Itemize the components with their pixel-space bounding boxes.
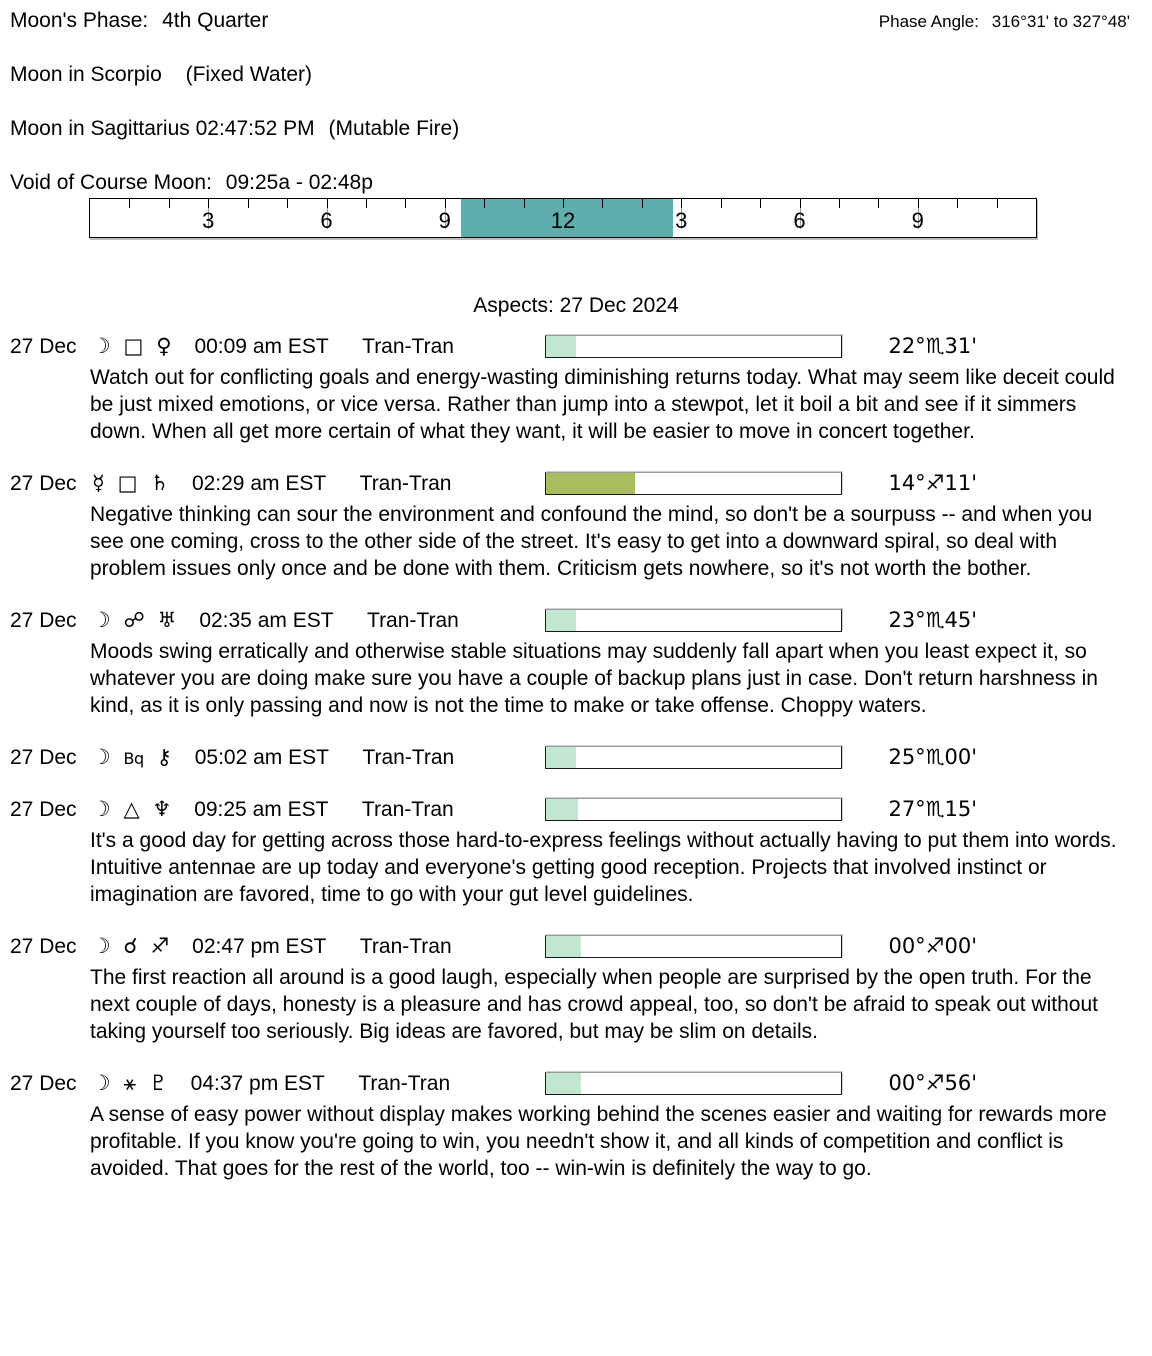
aspect-kind: Tran-Tran <box>367 609 459 632</box>
phase-angle-label: Phase Angle: <box>878 12 979 31</box>
aspect-degree: 00°♐00' <box>888 934 977 958</box>
orb-bar <box>545 335 842 358</box>
aspect-kind: Tran-Tran <box>359 472 452 495</box>
aspect-list <box>0 334 1152 1182</box>
chiron-icon: ⚷ <box>156 745 172 769</box>
aspect-date: 27 Dec <box>10 798 77 821</box>
aspect-row-left <box>10 1071 450 1096</box>
aspect-row <box>0 1071 1152 1097</box>
aspect-description: It's a good day for getting across those hard-to-express feelings without actually having to put them into words. Intuitive antennae are up today and everyone's getting good reception. Projects that involved instinct or imagination are favored, time to go with your gut level guidelines. <box>90 829 1117 906</box>
aspect-row-left <box>10 471 451 496</box>
aspect-row-left <box>10 334 454 359</box>
ruler-tick-label: 9 <box>438 208 451 233</box>
ruler-tick <box>129 199 130 208</box>
orb-bar-fill <box>546 799 578 820</box>
uranus-icon: ♅ <box>157 608 177 632</box>
phase-angle <box>879 12 1130 32</box>
orb-bar-fill <box>546 1073 581 1094</box>
aspect-date: 27 Dec <box>10 1072 77 1095</box>
aspect-kind: Tran-Tran <box>361 798 454 821</box>
aspect-time: 02:29 am EST <box>191 472 326 495</box>
aspect-row-left <box>10 934 452 959</box>
aspect-degree: 23°♏45' <box>888 608 977 632</box>
aspect-description: A sense of easy power without display makes working behind the scenes easier and waiting for rewards more profitable. If you know you're going to win, you needn't show it, and all kinds of competition and conflict is avoided. That goes for the rest of the world, too -- win-win is definitely the way to go. <box>90 1103 1107 1180</box>
moon-ingress-line <box>10 118 1152 140</box>
ruler-tick <box>524 199 525 208</box>
ruler-tick-label: 12 <box>550 208 576 233</box>
sagittarius-icon: ♐ <box>150 934 170 958</box>
orb-bar-fill <box>546 936 581 957</box>
ruler-tick-label: 3 <box>675 208 688 233</box>
moons-phase-label: Moon's Phase: <box>10 9 149 32</box>
saturn-icon: ♄ <box>150 471 170 495</box>
orb-bar <box>545 935 842 958</box>
aspect-kind: Tran-Tran <box>362 335 454 358</box>
ruler-tick <box>839 199 840 208</box>
aspect-block <box>0 334 1152 445</box>
ruler-tick <box>484 199 485 208</box>
orb-bar <box>545 798 842 821</box>
sextile-aspect-icon: ⚹ <box>123 1071 137 1095</box>
moon-icon: ☽ <box>91 745 111 769</box>
aspect-time: 09:25 am EST <box>194 798 329 821</box>
moon-icon: ☽ <box>91 608 111 632</box>
aspect-kind: Tran-Tran <box>358 1072 451 1095</box>
ruler-tick <box>445 199 446 208</box>
aspect-date: 27 Dec <box>10 609 77 632</box>
mercury-icon: ☿ <box>91 471 105 495</box>
aspect-date: 27 Dec <box>10 472 77 495</box>
ruler-tick <box>918 199 919 208</box>
moon-icon: ☽ <box>91 334 111 358</box>
aspect-date: 27 Dec <box>10 335 77 358</box>
trine-aspect-icon: △ <box>123 797 140 821</box>
orb-bar <box>545 609 842 632</box>
aspect-block <box>0 745 1152 771</box>
aspect-row <box>0 934 1152 960</box>
aspect-date: 27 Dec <box>10 935 77 958</box>
aspect-time: 02:35 am EST <box>199 609 334 632</box>
report-header <box>0 0 1152 194</box>
orb-bar-fill <box>546 336 576 357</box>
aspect-row-left <box>10 797 454 822</box>
aspect-row-left <box>10 745 454 771</box>
aspect-description: The first reaction all around is a good laugh, especially when people are surprised by the open truth. For the next couple of days, honesty is a pleasure and has crowd appeal, too, so don't be afraid to speak out without taking yourself too seriously. Big ideas are favored, but may be slim on details. <box>90 966 1098 1043</box>
moon-icon: ☽ <box>91 1071 111 1095</box>
orb-bar <box>545 746 842 769</box>
conjunction-aspect-icon: ☌ <box>123 934 138 958</box>
venus-icon: ♀ <box>156 334 172 358</box>
void-of-course-value: 09:25a - 02:48p <box>225 171 373 194</box>
void-of-course-label: Void of Course Moon: <box>10 171 212 194</box>
aspect-row <box>0 797 1152 823</box>
ruler-tick <box>287 199 288 208</box>
ruler-tick-label: 6 <box>320 208 333 233</box>
aspect-description: Watch out for conflicting goals and energy-wasting diminishing returns today. What may seem like deceit could be just mixed emotions, or vice versa. Rather than jump into a stewpot, let it boil a bit and see if it simmers down. When all get more certain of what they want, it will be easier to move in concert together. <box>90 366 1115 443</box>
ruler-tick <box>800 199 801 208</box>
ruler-tick <box>642 199 643 208</box>
square-aspect-icon: □ <box>123 334 144 358</box>
aspect-degree: 14°♐11' <box>888 471 977 495</box>
aspect-date: 27 Dec <box>10 746 77 769</box>
moon-icon: ☽ <box>91 797 111 821</box>
ruler-tick <box>878 199 879 208</box>
ruler-tick <box>602 199 603 208</box>
ruler-tick <box>405 199 406 208</box>
opposition-aspect-icon: ☍ <box>123 608 145 632</box>
aspect-block <box>0 471 1152 582</box>
moon-sign-element: (Fixed Water) <box>185 63 312 86</box>
ruler-tick <box>366 199 367 208</box>
moon-icon: ☽ <box>91 934 111 958</box>
ruler-tick-label: 9 <box>911 208 924 233</box>
ruler-tick <box>681 199 682 208</box>
aspect-time: 04:37 pm EST <box>190 1072 325 1095</box>
orb-bar-fill <box>546 610 576 631</box>
moon-ingress-text: Moon in Sagittarius 02:47:52 PM <box>10 117 315 140</box>
ruler-tick-label: 6 <box>793 208 806 233</box>
aspect-row <box>0 608 1152 634</box>
orb-bar <box>545 472 842 495</box>
aspect-time: 00:09 am EST <box>194 335 329 358</box>
aspect-degree: 22°♏31' <box>888 334 977 358</box>
aspect-time: 02:47 pm EST <box>192 935 326 958</box>
aspect-degree: 00°♐56' <box>888 1071 977 1095</box>
square-aspect-icon: □ <box>117 471 138 495</box>
moon-sign-text: Moon in Scorpio <box>10 63 162 86</box>
moon-sign-line <box>10 64 1152 86</box>
moons-phase-value: 4th Quarter <box>162 9 269 32</box>
ruler-tick <box>563 199 564 208</box>
aspect-kind: Tran-Tran <box>359 935 452 958</box>
ruler-tick <box>208 199 209 208</box>
void-of-course-line <box>10 172 1152 194</box>
aspect-description: Moods swing erratically and otherwise stable situations may suddenly fall apart when you least expect it, so whatever you are doing make sure you have a couple of backup plans just in case. Don't return harshness in kind, as it is only passing and now is not the time to make or take offense. Choppy waters. <box>90 640 1098 717</box>
aspect-time: 05:02 am EST <box>194 746 329 769</box>
aspect-description: Negative thinking can sour the environment and confound the mind, so don't be a sourpuss -- and when you see one coming, cross to the other side of the street. It's easy to get into a downward spiral, so deal with problem issues only once and be done with them. Criticism gets nowhere, so it's not worth the bother. <box>90 503 1093 580</box>
aspect-row <box>0 745 1152 771</box>
orb-bar-fill <box>546 473 635 494</box>
aspects-title: Aspects: 27 Dec 2024 <box>473 294 679 317</box>
aspect-degree: 25°♏00' <box>888 745 977 769</box>
aspect-kind: Tran-Tran <box>362 746 455 769</box>
biquintile-aspect-icon: Bq <box>123 749 144 768</box>
moon-ingress-element: (Mutable Fire) <box>328 117 460 140</box>
aspect-block <box>0 1071 1152 1182</box>
aspect-block <box>0 608 1152 719</box>
ruler-tick <box>957 199 958 208</box>
aspect-block <box>0 934 1152 1045</box>
neptune-icon: ♆ <box>152 797 172 821</box>
ruler-tick-label: 3 <box>202 208 215 233</box>
phase-angle-value: 316°31' to 327°48' <box>991 12 1130 31</box>
ruler-tick <box>327 199 328 208</box>
orb-bar-fill <box>546 747 576 768</box>
orb-bar <box>545 1072 842 1095</box>
ruler-tick <box>169 199 170 208</box>
ruler-tick <box>248 199 249 208</box>
aspect-degree: 27°♏15' <box>888 797 977 821</box>
ruler-tick <box>760 199 761 208</box>
ruler-tick <box>997 199 998 208</box>
void-of-course-timeline <box>89 198 1037 238</box>
aspect-row <box>0 471 1152 497</box>
aspect-block <box>0 797 1152 908</box>
ruler-tick <box>721 199 722 208</box>
aspect-row <box>0 334 1152 360</box>
aspect-row-left <box>10 608 459 633</box>
pluto-icon: ♇ <box>148 1071 168 1095</box>
